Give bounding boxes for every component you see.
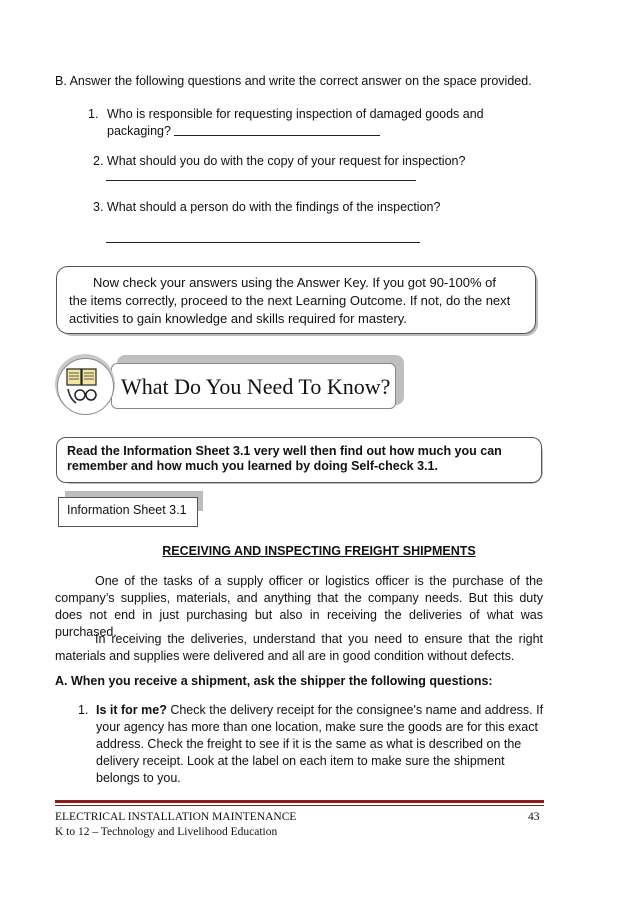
item-1 xyxy=(96,702,544,787)
item-1-bold: Is it for me? xyxy=(96,703,167,717)
footer-rule-thin xyxy=(55,805,544,806)
paragraph-2: In receiving the deliveries, understand that you need to ensure that the right materials and supplies were delivered and all are in good condition without defects. xyxy=(55,632,543,663)
question-1-line1: Who is responsible for requesting inspection of damaged goods and xyxy=(107,107,484,121)
footer-subtitle: K to 12 – Technology and Livelihood Education xyxy=(55,826,278,838)
answer-line-1[interactable] xyxy=(174,135,380,136)
answer-key-line1: Now check your answers using the Answer Key. If you got 90-100% of xyxy=(93,275,496,290)
answer-key-line2: the items correctly, proceed to the next Learning Outcome. If not, do the next xyxy=(69,293,511,308)
read-box xyxy=(56,437,542,483)
page-number: 43 xyxy=(528,811,540,823)
read-box-line1: Read the Information Sheet 3.1 very well then find out how much you can xyxy=(67,444,502,458)
section-b-instruction: B. Answer the following questions and write the correct answer on the space provided. xyxy=(55,74,532,88)
item-1-text: Check the delivery receipt for the consignee's name and address. If your agency has more than one location, make sure the goods are for this exact address. Check the freight to see if it is the same as what is described on the delivery receipt. Look at the label on each item to make sure the shipment belongs to you. xyxy=(96,703,544,785)
banner-title: What Do You Need To Know? xyxy=(121,374,391,399)
answer-line-2[interactable] xyxy=(106,180,416,181)
read-box-line2: remember and how much you learned by doing Self-check 3.1. xyxy=(67,459,438,473)
answer-line-3[interactable] xyxy=(106,242,420,243)
content-heading: RECEIVING AND INSPECTING FREIGHT SHIPMENTS xyxy=(162,544,476,558)
info-sheet-label: Information Sheet 3.1 xyxy=(67,503,187,517)
question-3: 3. What should a person do with the findings of the inspection? xyxy=(93,200,441,214)
paragraph-1: One of the tasks of a supply officer or logistics officer is the purchase of the company’s supplies, materials, and anything that the company needs. But this duty does not end in just purchasing but also in receiving the deliveries of what was purchased. xyxy=(55,574,543,639)
info-sheet-tab xyxy=(58,497,198,527)
answer-key-line3: activities to gain knowledge and skills required for mastery. xyxy=(69,311,407,326)
question-1-number: 1. xyxy=(88,107,99,121)
banner xyxy=(111,363,396,409)
item-1-number: 1. xyxy=(78,703,89,717)
footer-rule xyxy=(55,800,544,803)
section-a-heading: A. When you receive a shipment, ask the shipper the following questions: xyxy=(55,674,493,688)
question-1-line2: packaging? xyxy=(107,124,171,138)
footer-title: ELECTRICAL INSTALLATION MAINTENANCE xyxy=(55,811,297,823)
book-reading-icon xyxy=(57,358,114,415)
question-2: 2. What should you do with the copy of your request for inspection? xyxy=(93,154,466,168)
answer-key-box xyxy=(56,266,536,334)
